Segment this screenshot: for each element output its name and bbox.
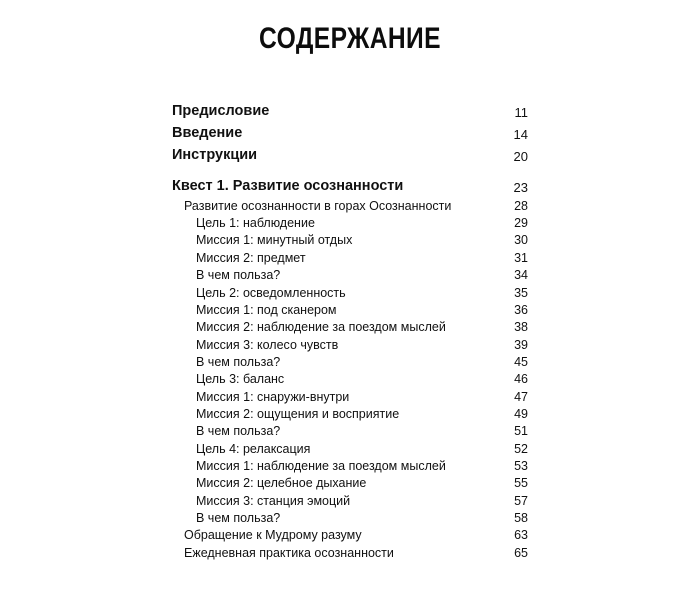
toc-entry-title: Миссия 3: станция эмоций bbox=[196, 494, 351, 508]
toc-entry bbox=[0, 476, 700, 494]
toc-entry bbox=[0, 390, 700, 408]
toc-entry-page-number: 29 bbox=[514, 216, 528, 230]
toc-entry-title: Миссия 1: под сканером bbox=[196, 303, 337, 317]
toc-entry-page-number: 55 bbox=[514, 476, 528, 490]
toc-entry-page-number: 30 bbox=[514, 233, 528, 247]
toc-entry bbox=[0, 442, 700, 460]
toc-entry-page-number: 47 bbox=[514, 390, 528, 404]
toc-entry-title: Миссия 3: колесо чувств bbox=[196, 338, 339, 352]
toc-entry-title: Миссия 2: ощущения и восприятие bbox=[196, 407, 400, 421]
toc-entry-title: Цель 1: наблюдение bbox=[196, 216, 315, 230]
toc-entry bbox=[0, 546, 700, 564]
toc-entry-page-number: 39 bbox=[514, 338, 528, 352]
toc-entry-page-number: 57 bbox=[514, 494, 528, 508]
toc-entry bbox=[0, 233, 700, 251]
toc-entry-page-number: 31 bbox=[514, 251, 528, 265]
toc-entry bbox=[0, 103, 700, 121]
toc-entry bbox=[0, 125, 700, 143]
toc-entry bbox=[0, 407, 700, 425]
toc-entry bbox=[0, 286, 700, 304]
toc-entry bbox=[0, 251, 700, 269]
toc-entry bbox=[0, 268, 700, 286]
toc-entry-title: Обращение к Мудрому разуму bbox=[184, 528, 362, 542]
toc-entry bbox=[0, 511, 700, 529]
toc-entry-title: Миссия 2: целебное дыхание bbox=[196, 476, 367, 490]
toc-entry bbox=[0, 147, 700, 165]
toc-entry-title: Миссия 1: минутный отдых bbox=[196, 233, 353, 247]
toc-entry-title: Развитие осознанности в горах Осознанности bbox=[184, 199, 452, 213]
toc-entry-title: Миссия 2: наблюдение за поездом мыслей bbox=[196, 320, 446, 334]
toc-entry-page-number: 58 bbox=[514, 511, 528, 525]
toc-entry-page-number: 65 bbox=[514, 546, 528, 560]
toc-entry bbox=[0, 528, 700, 546]
toc-entry-page-number: 14 bbox=[513, 127, 528, 142]
toc-entry-page-number: 38 bbox=[514, 320, 528, 334]
toc-entry-title: Цель 4: релаксация bbox=[196, 442, 311, 456]
toc-entry-page-number: 45 bbox=[514, 355, 528, 369]
toc-entry-page-number: 35 bbox=[514, 286, 528, 300]
toc-entry-page-number: 34 bbox=[514, 268, 528, 282]
toc-entry-title: В чем польза? bbox=[196, 511, 281, 525]
toc-entry-title: Миссия 1: наблюдение за поездом мыслей bbox=[196, 459, 446, 473]
toc-entry bbox=[0, 199, 700, 217]
toc-entry-page-number: 63 bbox=[514, 528, 528, 542]
toc-entry-page-number: 49 bbox=[514, 407, 528, 421]
toc-entry-title: Цель 2: осведомленность bbox=[196, 286, 346, 300]
toc-entry bbox=[0, 178, 700, 196]
toc-entry bbox=[0, 424, 700, 442]
toc-entry bbox=[0, 338, 700, 356]
toc-entry-title: В чем польза? bbox=[196, 355, 281, 369]
toc-entry-title: В чем польза? bbox=[196, 268, 281, 282]
toc-entry bbox=[0, 216, 700, 234]
toc-entry bbox=[0, 355, 700, 373]
toc-entry-title: Введение bbox=[172, 125, 243, 141]
toc-entry-title: Квест 1. Развитие осознанности bbox=[172, 178, 404, 194]
toc-entry-title: В чем польза? bbox=[196, 424, 281, 438]
toc-entry-page-number: 28 bbox=[514, 199, 528, 213]
toc-entry-title: Предисловие bbox=[172, 103, 270, 119]
toc-entry bbox=[0, 303, 700, 321]
toc-entry-page-number: 20 bbox=[513, 149, 528, 164]
toc-entry-page-number: 36 bbox=[514, 303, 528, 317]
toc-entry-title: Ежедневная практика осознанности bbox=[184, 546, 394, 560]
toc-entry-page-number: 11 bbox=[514, 105, 528, 120]
toc-entry bbox=[0, 459, 700, 477]
toc-entry-page-number: 23 bbox=[513, 180, 528, 195]
toc-entry bbox=[0, 494, 700, 512]
toc-entry-page-number: 52 bbox=[514, 442, 528, 456]
toc-entry-title: Цель 3: баланс bbox=[196, 372, 285, 386]
toc-entry-page-number: 53 bbox=[514, 459, 528, 473]
toc-entry bbox=[0, 320, 700, 338]
toc-entry-title: Миссия 2: предмет bbox=[196, 251, 306, 265]
toc-entry-page-number: 46 bbox=[514, 372, 528, 386]
toc-entry-title: Инструкции bbox=[172, 147, 258, 163]
toc-entry-title: Миссия 1: снаружи-внутри bbox=[196, 390, 350, 404]
toc-entry bbox=[0, 372, 700, 390]
page-title: СОДЕРЖАНИЕ bbox=[259, 22, 441, 55]
toc-entry-page-number: 51 bbox=[514, 424, 528, 438]
